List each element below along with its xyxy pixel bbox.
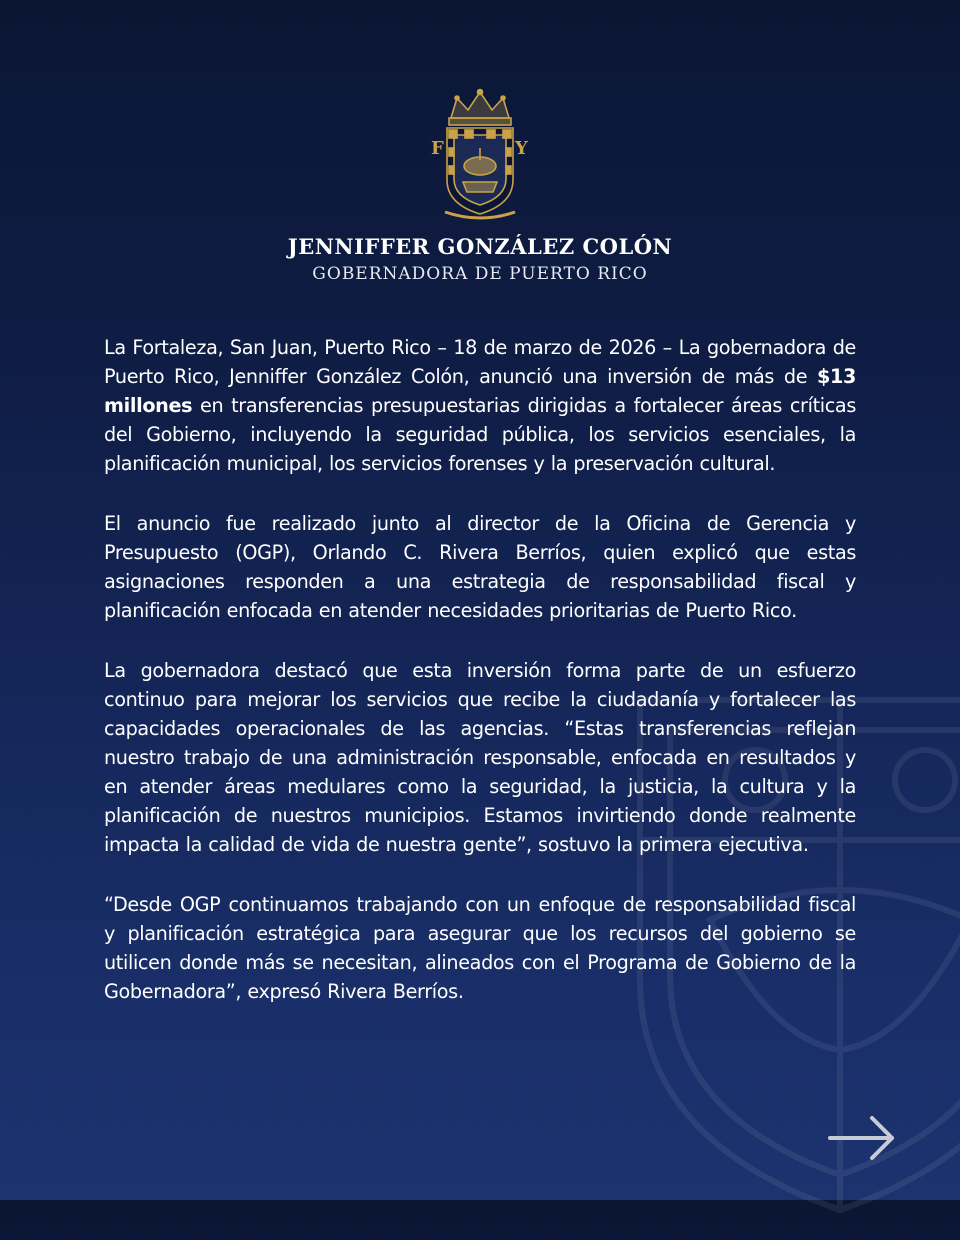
- governor-title: GOBERNADORA DE PUERTO RICO: [312, 264, 648, 284]
- investment-amount: $13 millones: [104, 365, 856, 417]
- press-release-body: [104, 333, 856, 1037]
- paragraph-4: “Desde OGP continuamos trabajando con un enfoque de responsabilidad fiscal y planificación estratégica para asegurar que los recursos del gobierno se utilicen donde más se necesitan, alineados con el Programa de Gobierno de la Gobernadora”, expresó Rivera Berríos.: [104, 893, 856, 1003]
- paragraph-2: El anuncio fue realizado junto al director de la Oficina de Gerencia y Presupuesto (OGP), Orlando C. Rivera Berríos, quien explicó que estas asignaciones responden a una estrategia de responsabilidad fiscal y planificación enfocada en atender necesidades prioritarias de Puerto Rico.: [104, 512, 856, 622]
- paragraph-1-intro: La Fortaleza, San Juan, Puerto Rico – 18 de marzo de 2026 – La gobernadora de Puerto Rico, Jenniffer González Colón, anunció una inversión de más de: [104, 336, 856, 388]
- governor-name: JENNIFFER GONZÁLEZ COLÓN: [287, 234, 673, 259]
- svg-text:F: F: [431, 138, 444, 159]
- paragraph-1: [104, 333, 856, 478]
- paragraph-3: La gobernadora destacó que esta inversión forma parte de un esfuerzo continuo para mejorar los servicios que recibe la ciudadanía y fortalecer las capacidades operacionales de las agencias. “Estas transferencias reflejan nuestro trabajo de una administración responsable, enfocada en resultados y en atender áreas medulares como la seguridad, la justicia, la cultura y la planificación de nuestros municipios. Estamos invirtiendo donde realmente impacta la calidad de vida de nuestra gente”, sostuvo la primera ejecutiva.: [104, 659, 856, 856]
- arrow-right-icon[interactable]: [826, 1112, 898, 1164]
- coat-of-arms-icon: [423, 88, 537, 228]
- paragraph-1-rest: en transferencias presupuestarias dirigidas a fortalecer áreas críticas del Gobierno, incluyendo la seguridad pública, los servicios esenciales, la planificación municipal, los servicios forenses y la preservación cultural.: [104, 394, 856, 475]
- svg-text:Y: Y: [515, 138, 528, 159]
